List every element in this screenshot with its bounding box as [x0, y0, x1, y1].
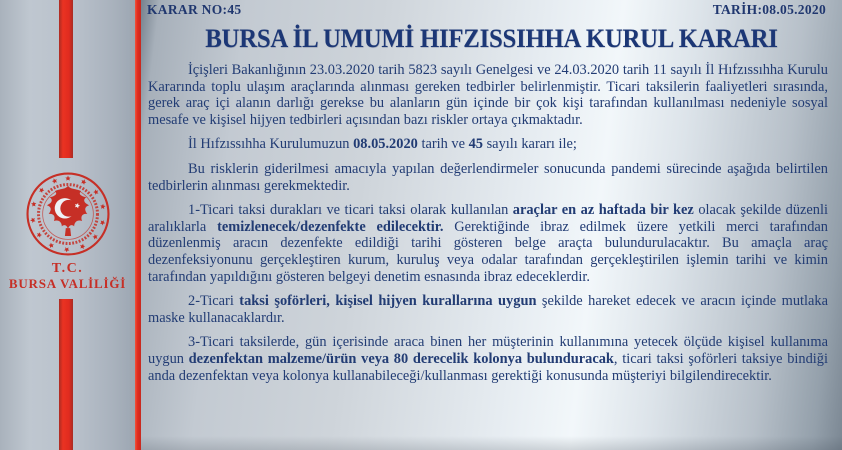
decision-date: TARİH:08.05.2020 — [712, 2, 826, 17]
decision-number: KARAR NO:45 — [147, 2, 242, 17]
org-name: BURSA VALİLİĞİ — [8, 276, 127, 291]
paragraph: İçişleri Bakanlığının 23.03.2020 tarih 5823 sayılı Genelgesi ve 24.03.2020 tarih 11 sayılı İl Hıfzıssıhha Kurulu Kararında toplu ulaşım araçlarında alınması gereken tedbirler belirlenmiştir. Ticari taksilerin faaliyetleri sırasında, gerek araç içi alanın darlığı gerekse bu alanların gün içinde bir çok kişi tarafından kullanılması nedeniyle sosyal mesafe ve kişisel hijyen tedbirleri açısından bazı riskler ortaya çıkmaktadır. — [148, 62, 828, 128]
body-paragraphs — [141, 55, 842, 384]
paragraph: Bu risklerin giderilmesi amacıyla yapılan değerlendirmeler sonucunda pandemi sürecinde aşağıda belirtilen tedbirlerin alınması gerekmektedir. — [148, 160, 828, 194]
paragraph: 1-Ticari taksi durakları ve ticari taksi olarak kullanılan araçlar en az haftada bir kez olacak şekilde düzenli aralıklarla temizlenecek/dezenfekte edilecektir. Gerektiğinde ibraz edilmek üzere yetkili merci tarafından düzenlenmiş aracın dezenfekte edildiği tarihi gösteren belge araçta bulundurulacaktır. Bu amaçla araç dezenfeksiyonunu gerçekleştiren kurum, kuruluş veya odalar tarafından gerçekleştirilen işlemin tarihi ve kimin tarafından yapıldığını gösteren belgeyi denetim esnasında ibraz edeceklerdir. — [148, 202, 828, 285]
document-title: BURSA İL UMUMİ HIFZISSIHHA KURUL KARARI — [205, 24, 778, 53]
document-content — [141, 0, 842, 450]
red-stripe-top — [59, 0, 73, 158]
paragraph: 3-Ticari taksilerde, gün içerisinde araca binen her müşterinin kullanımına yetecek ölçüde kişisel kullanıma uygun dezenfektan malzeme/ürün veya 80 derecelik kolonya bulunduracak, ticari taksi şoförleri taksiye bindiği anda dezenfektan veya kolonya kullanabileceği/kullanması gerektiği konusunda müşteriyi bilgilendirecektir. — [148, 334, 828, 384]
red-stripe-bottom — [59, 299, 73, 450]
sidebar — [0, 0, 135, 450]
governorship-emblem-block — [0, 170, 135, 292]
paragraph: 2-Ticari taksi şoförleri, kişisel hijyen kurallarına uygun şekilde hareket edecek ve aracın içinde mutlaka maske kullanacaklardır. — [148, 293, 828, 326]
document-header-row — [141, 0, 842, 18]
org-prefix: T.C. — [51, 261, 84, 276]
paragraph: İl Hıfzıssıhha Kurulumuzun 08.05.2020 tarih ve 45 sayılı kararı ile; — [188, 136, 577, 153]
tc-government-seal-icon — [24, 170, 112, 258]
